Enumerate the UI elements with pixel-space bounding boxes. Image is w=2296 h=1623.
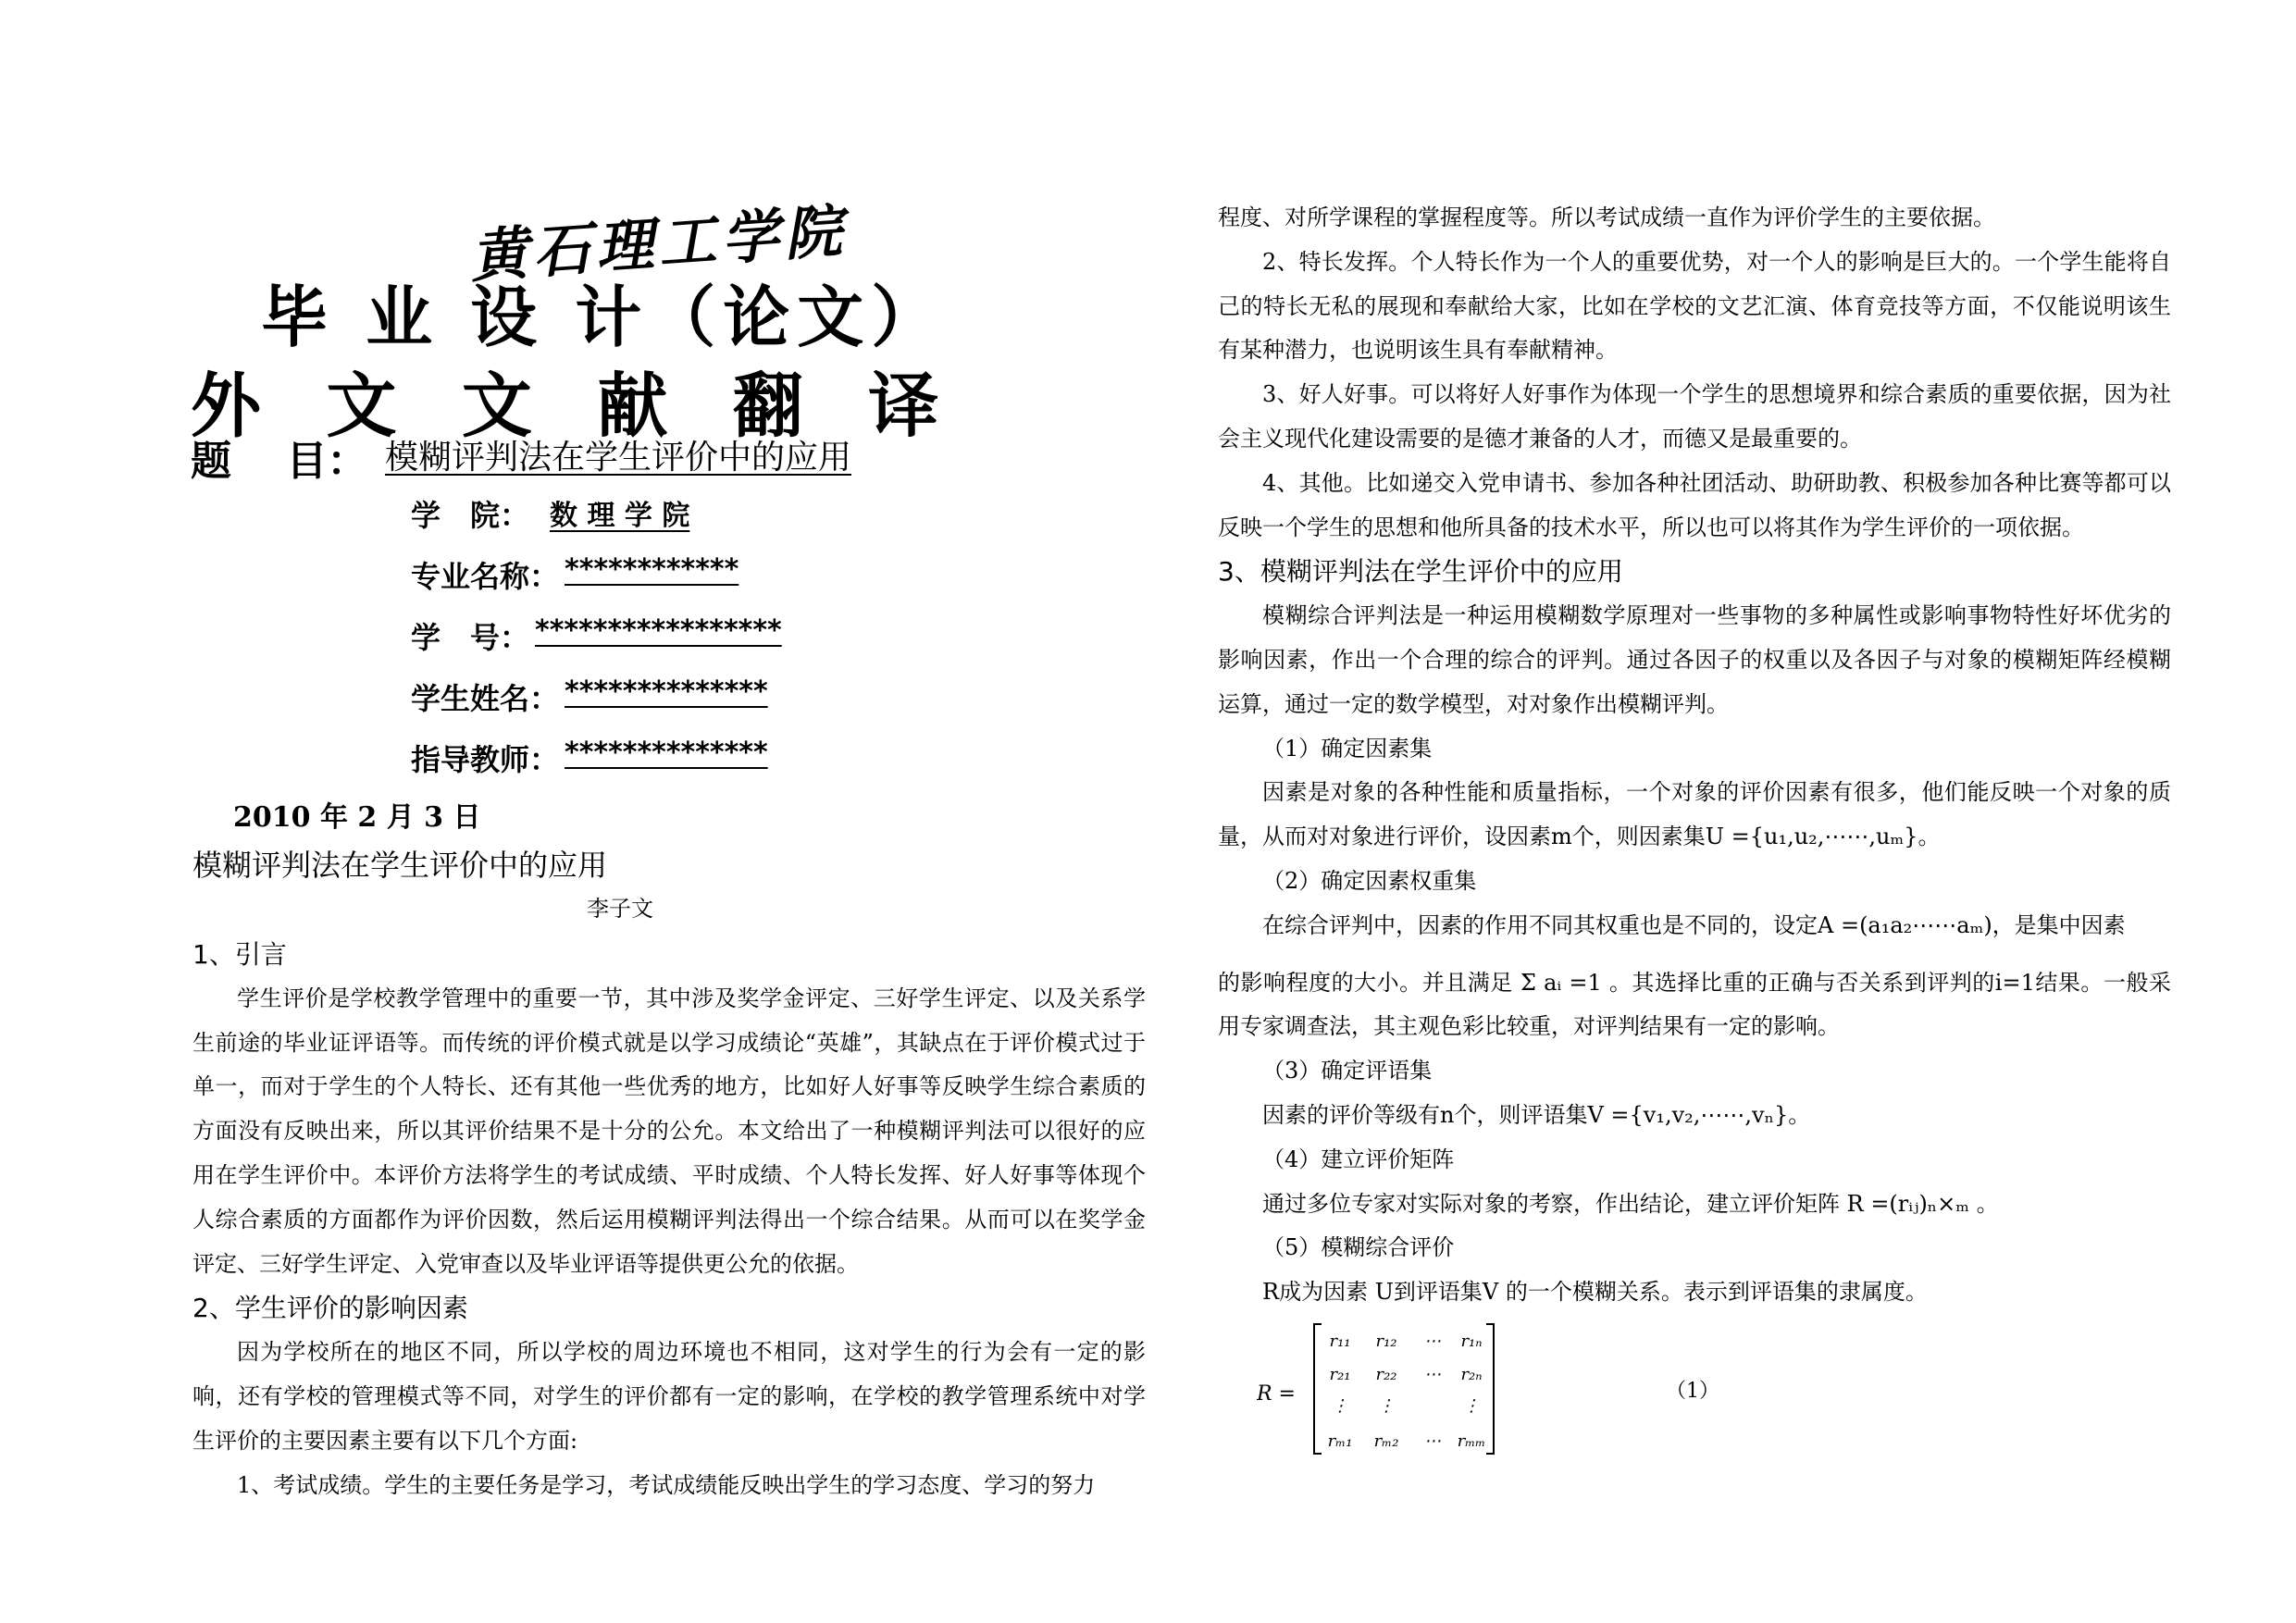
subsection-fuzzy-eval: （5）模糊综合评价 [1262, 1234, 1455, 1261]
paragraph-talent: 2、特长发挥。个人特长作为一个人的重要优势，对一个人的影响是巨大的。一个学生能将自己的特长无私的展现和奉献给大家，比如在学校的文艺汇演、体育竞技等方面，不仅能说明该生有某种潜力，也说明该生具有奉献精神。 [1218, 248, 2171, 364]
matrix-cell: rₘ₁ [1327, 1431, 1353, 1451]
spacer [1218, 948, 2171, 961]
thesis-title: 毕 业 设 计（论文） [261, 278, 946, 356]
paragraph-other: 4、其他。比如递交入党申请书、参加各种社团活动、助研助教、积极参加各种比赛等都可以反映一个学生的思想和他所具备的技术水平，所以也可以将其作为学生评价的一项依据。 [1218, 469, 2171, 540]
topic-label: 题 目： [191, 438, 368, 485]
matrix-cell: rₘ₂ [1373, 1431, 1399, 1451]
matrix-cell: ⋯ [1424, 1431, 1441, 1451]
matrix-right-bracket [1486, 1324, 1494, 1454]
matrix-cell: ⋮ [1332, 1396, 1348, 1416]
paragraph-comment-set: 因素的评价等级有n个，则评语集V ={v₁,v₂,⋯⋯,vₙ}。 [1262, 1101, 1811, 1128]
matrix-left-bracket [1314, 1324, 1322, 1454]
field-label-student-id: 学 号： [411, 620, 530, 655]
section-heading-application: 3、模糊评判法在学生评价中的应用 [1218, 556, 1623, 588]
subsection-eval-matrix: （4）建立评价矩阵 [1262, 1146, 1455, 1172]
matrix-cell: r₂₁ [1329, 1365, 1351, 1384]
matrix-cell: r₂ₙ [1460, 1365, 1483, 1384]
matrix-cell: r₂₂ [1375, 1365, 1397, 1384]
matrix-cell: ⋮ [1378, 1396, 1395, 1416]
paragraph-good-deeds: 3、好人好事。可以将好人好事作为体现一个学生的思想境界和综合素质的重要依据，因为社会主义现代化建设需要的是德才兼备的人才，而德又是最重要的。 [1218, 381, 2171, 452]
paragraph-fuzzy-relation: R成为因素 U到评语集V 的一个模糊关系。表示到评语集的隶属度。 [1262, 1279, 1928, 1306]
paragraph-fuzzy-method: 模糊综合评判法是一种运用模糊数学原理对一些事物的多种属性或影响事物特性好坏优劣的影响因素，作出一个合理的综合的评判。通过各因子的权重以及各因子与对象的模糊矩阵经模糊运算，通过一定的数学模型，对对象作出模糊评判。 [1218, 602, 2171, 717]
matrix-cells [1328, 1332, 1486, 1451]
field-label-major: 专业名称： [411, 559, 560, 594]
field-value-advisor: ************** [565, 737, 768, 769]
paragraph-eval-matrix: 通过多位专家对实际对象的考察，作出结论，建立评价矩阵 R =(rᵢⱼ)ₙ×ₘ 。 [1262, 1190, 1999, 1217]
matrix-cell: rₘₘ [1457, 1431, 1486, 1451]
left-column-body [192, 933, 1146, 1507]
matrix-cell: r₁ₙ [1460, 1332, 1483, 1351]
paragraph-exam-cont: 程度、对所学课程的掌握程度等。所以考试成绩一直作为评价学生的主要依据。 [1218, 204, 1995, 230]
school-name: 黄石理工学院 [467, 196, 850, 291]
section-heading-intro: 1、引言 [192, 939, 287, 970]
field-value-student-id: ***************** [535, 614, 782, 647]
matrix-cell: r₁₂ [1375, 1332, 1397, 1351]
paragraph-weight-set-a: 在综合评判中，因素的作用不同其权重也是不同的，设定A =(a₁a₂⋯⋯aₘ)，是集中因素 [1262, 911, 2126, 938]
paragraph-intro: 学生评价是学校教学管理中的重要一节，其中涉及奖学金评定、三好学生评定、以及关系学生前途的毕业证评语等。而传统的评价模式就是以学习成绩论“英雄”，其缺点在于评价模式过于单一，而对于学生的个人特长、还有其他一些优秀的地方，比如好人好事等反映学生综合素质的方面没有反映出来，所以其评价结果不是十分的公允。本文给出了一种模糊评判法可以很好的应用在学生评价中。本评价方法将学生的考试成绩、平时成绩、个人特长发挥、好人好事等体现个人综合素质的方面都作为评价因数，然后运用模糊评判法得出一个综合结果。从而可以在奖学金评定、三好学生评定、入党审查以及毕业评语等提供更公允的依据。 [192, 985, 1146, 1277]
article-author: 李子文 [587, 896, 653, 922]
matrix-cell: ⋯ [1424, 1365, 1441, 1384]
topic-value: 模糊评判法在学生评价中的应用 [385, 439, 852, 477]
matrix-r-equation [1257, 1319, 1497, 1457]
article-title: 模糊评判法在学生评价中的应用 [192, 848, 608, 883]
field-label-college: 学 院： [411, 498, 530, 533]
subsection-weight-set: （2）确定因素权重集 [1262, 867, 1477, 894]
date: 2010 年 2 月 3 日 [233, 801, 481, 834]
matrix-cell: ⋯ [1424, 1332, 1441, 1351]
thesis-subtitle: 外 文 文 献 翻 译 [191, 365, 960, 447]
field-label-student-name: 学生姓名： [411, 681, 560, 716]
paragraph-exam-scores: 1、考试成绩。学生的主要任务是学习，考试成绩能反映出学生的学习态度、学习的努力 [237, 1471, 1096, 1498]
matrix-label: R = [1257, 1382, 1296, 1406]
matrix-cell: ⋮ [1463, 1396, 1480, 1416]
right-column-body [1218, 196, 2171, 1315]
equation-number: （1） [1666, 1380, 1719, 1403]
paragraph-weight-set-b: 的影响程度的大小。并且满足 Σ aᵢ =1 。其选择比重的正确与否关系到评判的i=1结果。一般采用专家调查法，其主观色彩比较重，对评判结果有一定的影响。 [1218, 969, 2171, 1040]
subsection-comment-set: （3）确定评语集 [1262, 1058, 1433, 1084]
field-value-college: 数 理 学 院 [550, 500, 690, 532]
subsection-factor-set: （1）确定因素集 [1262, 735, 1433, 762]
paragraph-factor-set: 因素是对象的各种性能和质量指标，一个对象的评价因素有很多，他们能反映一个对象的质量，从而对对象进行评价，设因素m个，则因素集U ={u₁,u₂,⋯⋯,uₘ}。 [1218, 779, 2171, 850]
section-heading-factors: 2、学生评价的影响因素 [192, 1293, 468, 1324]
paragraph-factors: 因为学校所在的地区不同，所以学校的周边环境也不相同，这对学生的行为会有一定的影响，还有学校的管理模式等不同，对学生的评价都有一定的影响，在学校的教学管理系统中对学生评价的主要因素主要有以下几个方面: [192, 1339, 1146, 1454]
field-value-major: ************ [565, 553, 739, 586]
field-value-student-name: ************** [565, 675, 768, 708]
field-label-advisor: 指导教师： [411, 742, 560, 777]
matrix-cell: r₁₁ [1329, 1332, 1351, 1351]
